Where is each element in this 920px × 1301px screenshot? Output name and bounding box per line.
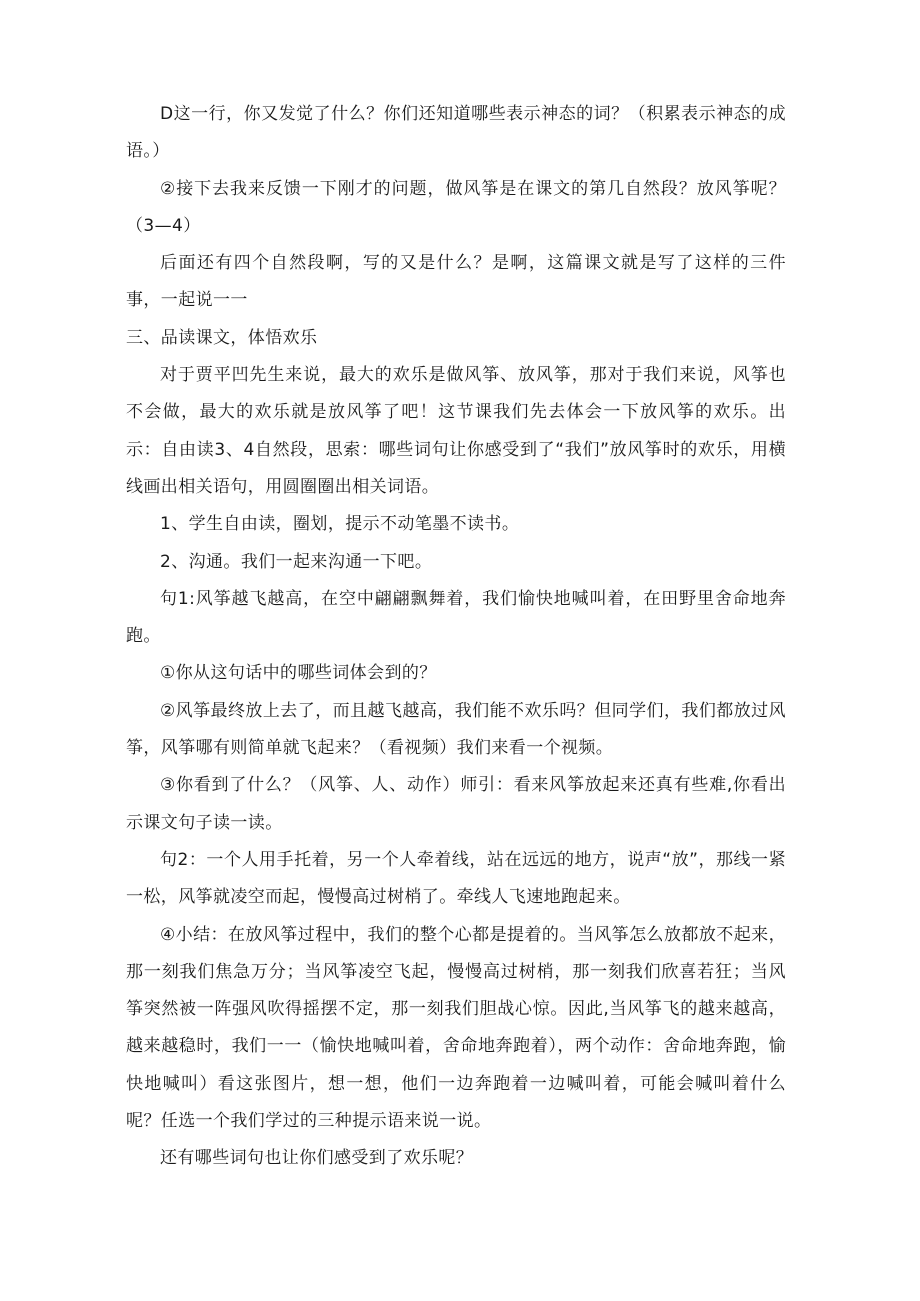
paragraph-remaining-sections: 后面还有四个自然段啊，写的又是什么？是啊，这篇课文就是写了这样的三件事，一起说一一 [126,253,786,311]
paragraph-summary: ④小结：在放风筝过程中，我们的整个心都是提着的。当风筝怎么放都放不起来，那一刻我们焦急万分；当风筝凌空飞起，慢慢高过树梢，那一刻我们欣喜若狂；当风筝突然被一阵强风吹得摇摆不定，那一刻我们胆战心惊。因此,当风筝飞的越来越高，越来越稳时，我们一一（愉快地喊叫着，舍命地奔跑着），两个动作：舍命地奔跑，愉快地喊叫）看这张图片，想一想，他们一边奔跑着一边喊叫着，可能会喊叫着什么呢？任选一个我们学过的三种提示语来说一说。 [126,924,786,1132]
paragraph-sentence-2: 句2：一个人用手托着，另一个人牵着线，站在远远的地方，说声“放”，那线一紧一松，风筝就凌空而起，慢慢高过树梢了。牵线人飞速地跑起来。 [126,849,786,908]
paragraph-question-1: ①你从这句话中的哪些词体会到的？ [160,663,437,684]
paragraph-question-3: ③你看到了什么？（风筝、人、动作）师引：看来风筝放起来还真有些难,你看出示课文句子读一读。 [126,775,786,833]
paragraph-feedback-question: ②接下去我来反馈一下刚才的问题，做风筝是在课文的第几自然段？放风筝呢？（3—4） [126,178,786,236]
paragraph-intro-joy: 对于贾平凹先生来说，最大的欢乐是做风筝、放风筝，那对于我们来说，风筝也不会做，最大的欢乐就是放风筝了吧！这节课我们先去体会一下放风筝的欢乐。出示：自由读3、4自然段，思索：哪些词句让你感受到了“我们”放风筝时的欢乐，用横线画出相关语句，用圆圈圈出相关词语。 [126,365,786,497]
paragraph-closing-question: 还有哪些词句也让你们感受到了欢乐呢？ [160,1148,474,1169]
document-page [126,96,786,1178]
paragraph-step-2: 2、沟通。我们一起来沟通一下吧。 [160,551,433,572]
paragraph-question-2: ②风筝最终放上去了，而且越飞越高，我们能不欢乐吗？但同学们，我们都放过风筝，风筝哪有则简单就飞起来？（看视频）我们来看一个视频。 [126,700,786,759]
section-heading: 三、品读课文，体悟欢乐 [126,327,318,348]
paragraph-step-1: 1、学生自由读，圈划，提示不动笔墨不读书。 [160,514,520,535]
paragraph-sentence-1: 句1:风筝越飞越高，在空中翩翩飘舞着，我们愉快地喊叫着，在田野里舍命地奔跑。 [126,588,786,647]
paragraph-expression-words: D这一行，你又发觉了什么？你们还知道哪些表示神态的词？（积累表示神态的成语。） [126,104,786,162]
